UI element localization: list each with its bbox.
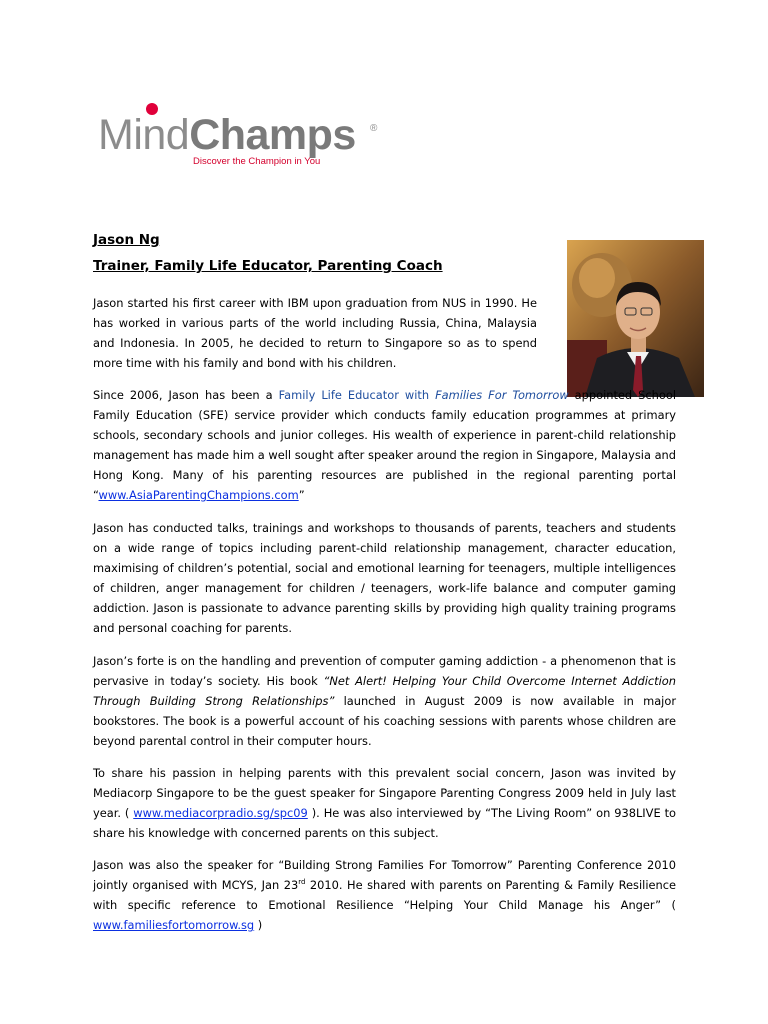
paragraph-mediacorp: To share his passion in helping parents with this prevalent social concern, Jason was invited by Mediacorp Singapore to be the guest speaker for Singapore Parenting Congress 2009 held in July last year. ( www.mediacorpradio.sg/spc09 ). He was also interviewed by “The Living Room” on 938LIVE to share his knowledge with concerned parents on this subject. bbox=[93, 766, 677, 840]
logo-tagline: Discover the Champion in You bbox=[193, 156, 321, 167]
logo-wordmark: MindChamps bbox=[98, 111, 356, 159]
logo-registered-mark: ® bbox=[370, 123, 378, 134]
family-life-educator-text: Family Life Educator bbox=[278, 388, 399, 402]
families-for-tomorrow-link[interactable]: www.familiesfortomorrow.sg bbox=[93, 918, 255, 932]
portrait-photo bbox=[567, 240, 704, 397]
paragraph-gaming-addiction: Jason’s forte is on the handling and prevention of computer gaming addiction - a phenomenon that is pervasive in today’s society. His book “Net Alert! Helping Your Child Overcome Internet Addiction Through Building Strong Relationships” launched in August 2009 is now available in major bookstores. The book is a powerful account of his coaching sessions with parents whose children are beyond parental control in their computer hours. bbox=[93, 654, 676, 748]
families-for-tomorrow-text: Families For Tomorrow bbox=[435, 388, 569, 402]
paragraph-family-life-educator: Since 2006, Jason has been a Family Life Educator with Families For Tomorrow appointed School Family Education (SFE) service provider which conducts family education programmes at primary schools, secondary schools and junior colleges. His wealth of experience in parent-child relationship management has made him a well sought after speaker around the region in Singapore, Malaysia and Hong Kong. Many of his parenting resources are published in the regional parenting portal “www.AsiaParentingChampions.com” bbox=[93, 388, 676, 502]
mindchamps-logo bbox=[93, 97, 388, 175]
person-role: Trainer, Family Life Educator, Parenting Coach bbox=[93, 258, 443, 274]
asia-parenting-champions-link[interactable]: www.AsiaParentingChampions.com bbox=[98, 488, 299, 502]
paragraph-career: Jason started his first career with IBM upon graduation from NUS in 1990. He has worked in various parts of the world including Russia, China, Malaysia and Indonesia. In 2005, he decided to return to Singapore so as to spend more time with his family and bond with his children. bbox=[93, 296, 537, 370]
paragraph-conference: Jason was also the speaker for “Building Strong Families For Tomorrow” Parenting Conference 2010 jointly organised with MCYS, Jan 23rd 2010. He shared with parents on Parenting & Family Resilience with specific reference to Emotional Resilience “Helping Your Child Manage his Anger” ( www.familiesfortomorrow.sg ) bbox=[93, 858, 676, 932]
book-title: “Net Alert! Helping Your Child Overcome Internet Addiction Through Building Strong Relationships” bbox=[93, 674, 676, 708]
paragraph-talks: Jason has conducted talks, trainings and workshops to thousands of parents, teachers and students on a wide range of topics including parent-child relationship management, character education, maximising of children’s potential, social and emotional learning for teenagers, multiple intelligences of children, anger management for children / teenagers, work-life balance and computer gaming addiction. Jason is passionate to advance parenting skills by providing high quality training programs and personal coaching for parents. bbox=[93, 521, 676, 635]
person-name: Jason Ng bbox=[93, 232, 160, 248]
mediacorp-radio-link[interactable]: www.mediacorpradio.sg/spc09 bbox=[133, 806, 308, 820]
